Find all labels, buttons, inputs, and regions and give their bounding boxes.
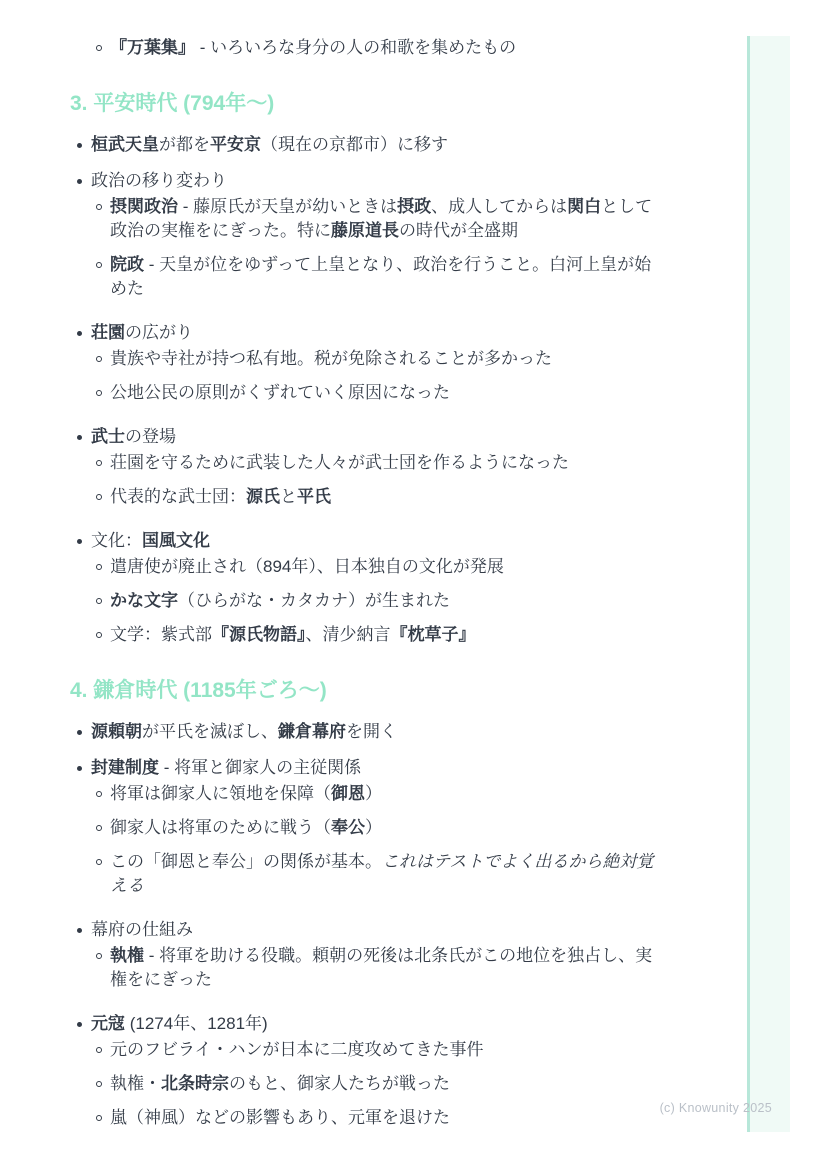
bullet-circle-icon [96, 356, 102, 362]
bullet-circle-icon [96, 1115, 102, 1121]
list-item [70, 623, 654, 647]
bullet-dot-icon [77, 766, 82, 771]
section-heading-kamakura: 4. 鎌倉時代 (1185年ごろ〜) [70, 679, 327, 702]
list-item [70, 782, 654, 806]
notes-content [70, 36, 654, 1140]
list-item-text: 武士の登場 [91, 427, 176, 446]
list-item [70, 850, 654, 898]
bullet-list [70, 123, 654, 657]
list-item [70, 944, 654, 992]
list-item [70, 195, 654, 243]
list-item-text: この「御恩と奉公」の関係が基本。これはテストでよく出るから絶対覚える [110, 852, 654, 895]
bullet-circle-icon [96, 45, 102, 51]
bullet-dot-icon [77, 928, 82, 933]
bullet-circle-icon [96, 262, 102, 268]
list-item [70, 347, 654, 371]
list-item [70, 529, 654, 553]
bullet-circle-icon [96, 632, 102, 638]
list-item [70, 133, 654, 157]
list-item-text: 政治の移り変わり [91, 171, 227, 190]
list-item-text: 執権・北条時宗のもと、御家人たちが戦った [110, 1074, 450, 1093]
bullet-circle-icon [96, 825, 102, 831]
list-item [70, 918, 654, 942]
bullet-list [70, 710, 654, 1140]
list-item-text: 封建制度 - 将軍と御家人の主従関係 [91, 758, 362, 777]
list-item [70, 589, 654, 613]
bullet-dot-icon [77, 435, 82, 440]
list-item [70, 253, 654, 301]
list-item-text: 『万葉集』 - いろいろな身分の人の和歌を集めたもの [110, 38, 517, 57]
page-edge-panel [750, 36, 790, 1132]
bullet-circle-icon [96, 390, 102, 396]
section-heading-heian: 3. 平安時代 (794年〜) [70, 92, 275, 115]
list-item-text: 荘園を守るために武装した人々が武士団を作るようになった [110, 453, 569, 472]
list-item-text: 貴族や寺社が持つ私有地。税が免除されることが多かった [110, 349, 552, 368]
list-item-text: 幕府の仕組み [91, 920, 193, 939]
list-item-text: 執権 - 将軍を助ける役職。頼朝の死後は北条氏がこの地位を独占し、実権をにぎった [110, 946, 653, 989]
list-item [70, 1106, 654, 1130]
list-item-text: 嵐（神風）などの影響もあり、元軍を退けた [110, 1108, 450, 1127]
list-item-text: 荘園の広がり [91, 323, 193, 342]
list-item [70, 1012, 654, 1036]
bullet-dot-icon [77, 331, 82, 336]
bullet-circle-icon [96, 1081, 102, 1087]
list-item [70, 36, 654, 60]
bullet-dot-icon [77, 730, 82, 735]
list-item-text: 桓武天皇が都を平安京（現在の京都市）に移す [91, 135, 448, 154]
list-item [70, 169, 654, 193]
list-item-text: 御家人は将軍のために戦う（奉公） [110, 818, 382, 837]
list-item [70, 1072, 654, 1096]
list-item-text: かな文字（ひらがな・カタカナ）が生まれた [110, 591, 450, 610]
copyright-watermark: (c) Knowunity 2025 [659, 1101, 772, 1115]
bullet-dot-icon [77, 539, 82, 544]
list-item-text: 代表的な武士団：源氏と平氏 [110, 487, 331, 506]
bullet-dot-icon [77, 179, 82, 184]
bullet-circle-icon [96, 791, 102, 797]
bullet-circle-icon [96, 1047, 102, 1053]
bullet-circle-icon [96, 953, 102, 959]
bullet-list [70, 36, 654, 70]
bullet-circle-icon [96, 598, 102, 604]
list-item [70, 381, 654, 405]
list-item [70, 485, 654, 509]
list-item-text: 源頼朝が平氏を滅ぼし、鎌倉幕府を開く [91, 722, 397, 741]
list-item [70, 451, 654, 475]
list-item [70, 816, 654, 840]
bullet-circle-icon [96, 494, 102, 500]
list-item-text: 院政 - 天皇が位をゆずって上皇となり、政治を行うこと。白河上皇が始めた [110, 255, 652, 298]
bullet-circle-icon [96, 859, 102, 865]
bullet-circle-icon [96, 564, 102, 570]
bullet-dot-icon [77, 143, 82, 148]
list-item-text: 元寇 (1274年、1281年) [91, 1014, 268, 1033]
list-item [70, 425, 654, 449]
list-item [70, 720, 654, 744]
list-item-text: 文学：紫式部『源氏物語』、清少納言『枕草子』 [110, 625, 476, 644]
list-item-text: 文化：国風文化 [91, 531, 210, 550]
page-edge-line [747, 36, 750, 1132]
bullet-circle-icon [96, 204, 102, 210]
list-item-text: 遣唐使が廃止され（894年）、日本独自の文化が発展 [110, 557, 504, 576]
list-item-text: 公地公民の原則がくずれていく原因になった [110, 383, 450, 402]
list-item-text: 将軍は御家人に領地を保障（御恩） [110, 784, 382, 803]
bullet-circle-icon [96, 460, 102, 466]
list-item [70, 321, 654, 345]
bullet-dot-icon [77, 1022, 82, 1027]
list-item [70, 555, 654, 579]
list-item-text: 摂関政治 - 藤原氏が天皇が幼いときは摂政、成人してからは関白として政治の実権をにぎった。特に藤原道長の時代が全盛期 [110, 197, 653, 240]
list-item-text: 元のフビライ・ハンが日本に二度攻めてきた事件 [110, 1040, 484, 1059]
list-item [70, 1038, 654, 1062]
list-item [70, 756, 654, 780]
